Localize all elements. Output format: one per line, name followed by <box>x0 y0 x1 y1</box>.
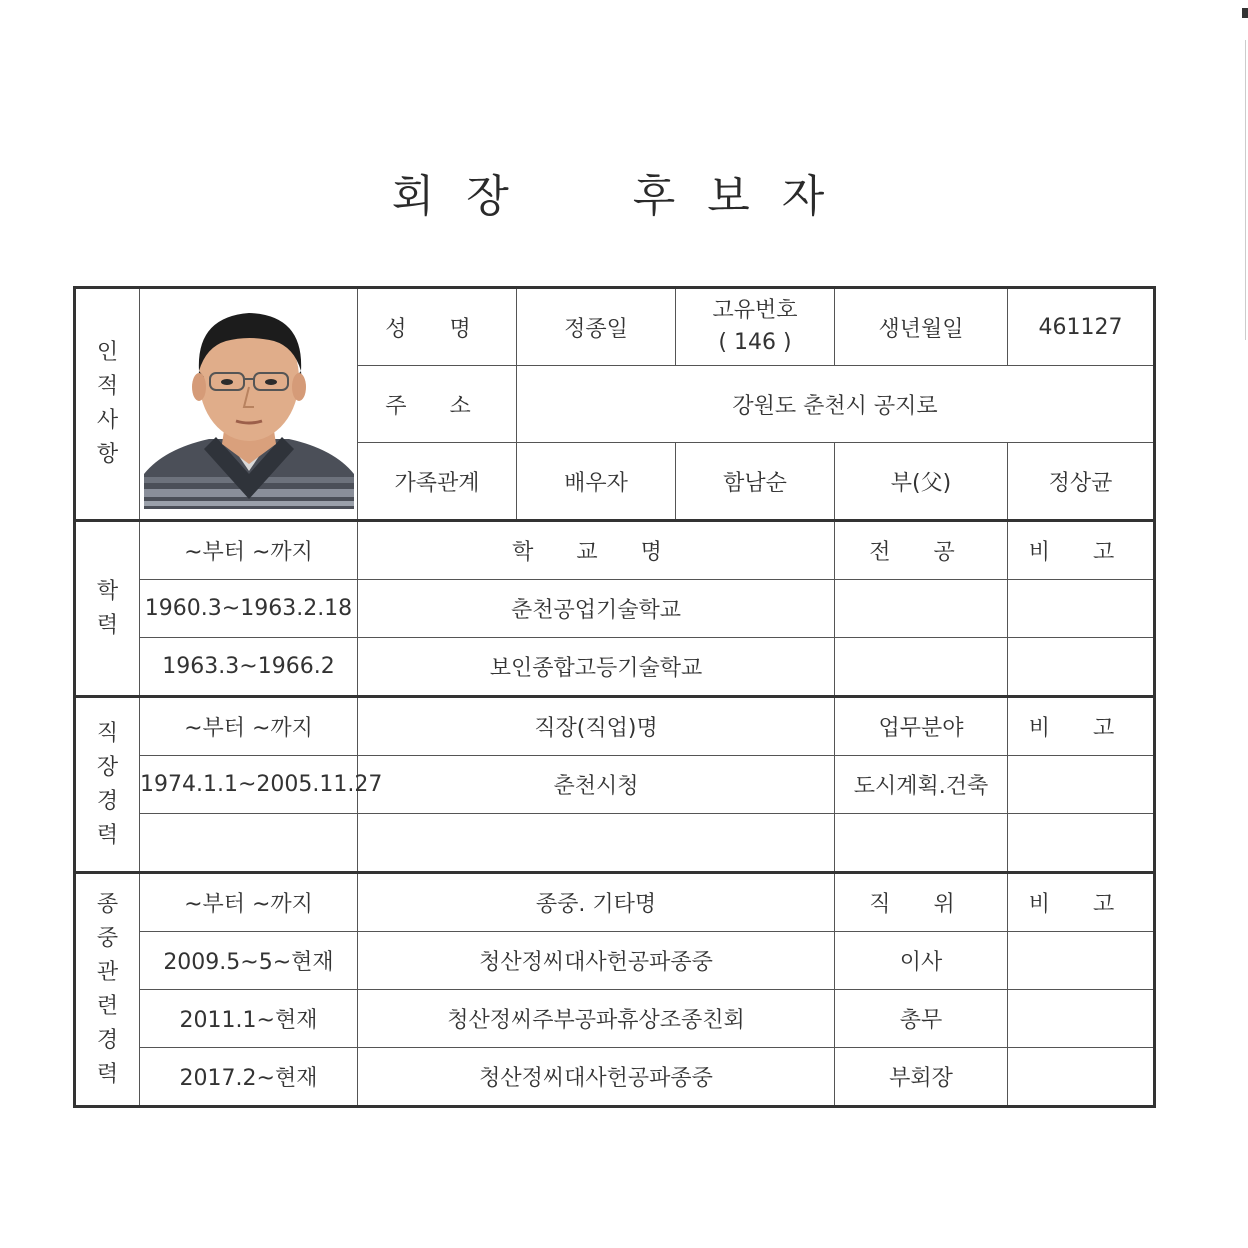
career-period: 1974.1.1~2005.11.27 <box>140 756 358 814</box>
clan-header-name: 종중. 기타명 <box>358 873 835 932</box>
page-title: 회장 후보자 <box>391 171 857 222</box>
education-school: 춘천공업기술학교 <box>358 580 835 638</box>
education-period: 1960.3~1963.2.18 <box>140 580 358 638</box>
section-label-education: 학 력 <box>75 521 140 697</box>
table-row <box>75 932 1155 990</box>
table-row <box>75 990 1155 1048</box>
table-row <box>75 638 1155 697</box>
birth-value: 461127 <box>1008 288 1155 366</box>
career-workplace: 춘천시청 <box>358 756 835 814</box>
father-value: 정상균 <box>1008 443 1155 521</box>
clan-header-note: 비 고 <box>1008 873 1155 932</box>
name-value: 정종일 <box>517 288 676 366</box>
spouse-label: 배우자 <box>517 443 676 521</box>
section-label-clan: 종 중 관 련 경 력 <box>75 873 140 1107</box>
spouse-value: 함남순 <box>676 443 835 521</box>
table-row <box>75 756 1155 814</box>
scan-mark <box>1242 8 1248 18</box>
id-value: ( 146 ) <box>718 330 792 355</box>
education-major <box>835 638 1008 697</box>
education-header-school: 학 교 명 <box>358 521 835 580</box>
section-label-career: 직 장 경 력 <box>75 697 140 873</box>
career-note <box>1008 756 1155 814</box>
education-note <box>1008 638 1155 697</box>
career-field: 도시계획.건축 <box>835 756 1008 814</box>
education-note <box>1008 580 1155 638</box>
clan-header-position: 직 위 <box>835 873 1008 932</box>
section-label-personal: 인 적 사 항 <box>75 288 140 521</box>
career-workplace <box>358 814 835 873</box>
clan-note <box>1008 990 1155 1048</box>
portrait-photo <box>144 299 354 509</box>
id-label: 고유번호 <box>712 298 798 323</box>
education-header-period: ~부터 ~까지 <box>140 521 358 580</box>
id-cell <box>676 288 835 366</box>
table-row <box>75 580 1155 638</box>
education-header-note: 비 고 <box>1008 521 1155 580</box>
address-value: 강원도 춘천시 공지로 <box>517 366 1155 443</box>
table-row <box>75 814 1155 873</box>
clan-period: 2009.5~5~현재 <box>140 932 358 990</box>
education-school: 보인종합고등기술학교 <box>358 638 835 697</box>
clan-position: 부회장 <box>835 1048 1008 1107</box>
birth-label: 생년월일 <box>835 288 1008 366</box>
clan-name: 청산정씨주부공파휴상조종친회 <box>358 990 835 1048</box>
education-major <box>835 580 1008 638</box>
career-header-workplace: 직장(직업)명 <box>358 697 835 756</box>
address-label: 주 소 <box>358 366 517 443</box>
clan-name: 청산정씨대사헌공파종중 <box>358 932 835 990</box>
career-period <box>140 814 358 873</box>
education-header-major: 전 공 <box>835 521 1008 580</box>
career-note <box>1008 814 1155 873</box>
clan-name: 청산정씨대사헌공파종중 <box>358 1048 835 1107</box>
photo-cell <box>140 288 358 521</box>
family-label: 가족관계 <box>358 443 517 521</box>
clan-position: 총무 <box>835 990 1008 1048</box>
clan-position: 이사 <box>835 932 1008 990</box>
clan-period: 2017.2~현재 <box>140 1048 358 1107</box>
clan-note <box>1008 1048 1155 1107</box>
clan-period: 2011.1~현재 <box>140 990 358 1048</box>
name-label: 성 명 <box>358 288 517 366</box>
career-field <box>835 814 1008 873</box>
education-period: 1963.3~1966.2 <box>140 638 358 697</box>
clan-note <box>1008 932 1155 990</box>
table-row <box>75 1048 1155 1107</box>
candidate-form-table <box>73 286 1156 1108</box>
career-header-period: ~부터 ~까지 <box>140 697 358 756</box>
father-label: 부(父) <box>835 443 1008 521</box>
career-header-note: 비 고 <box>1008 697 1155 756</box>
career-header-field: 업무분야 <box>835 697 1008 756</box>
clan-header-period: ~부터 ~까지 <box>140 873 358 932</box>
